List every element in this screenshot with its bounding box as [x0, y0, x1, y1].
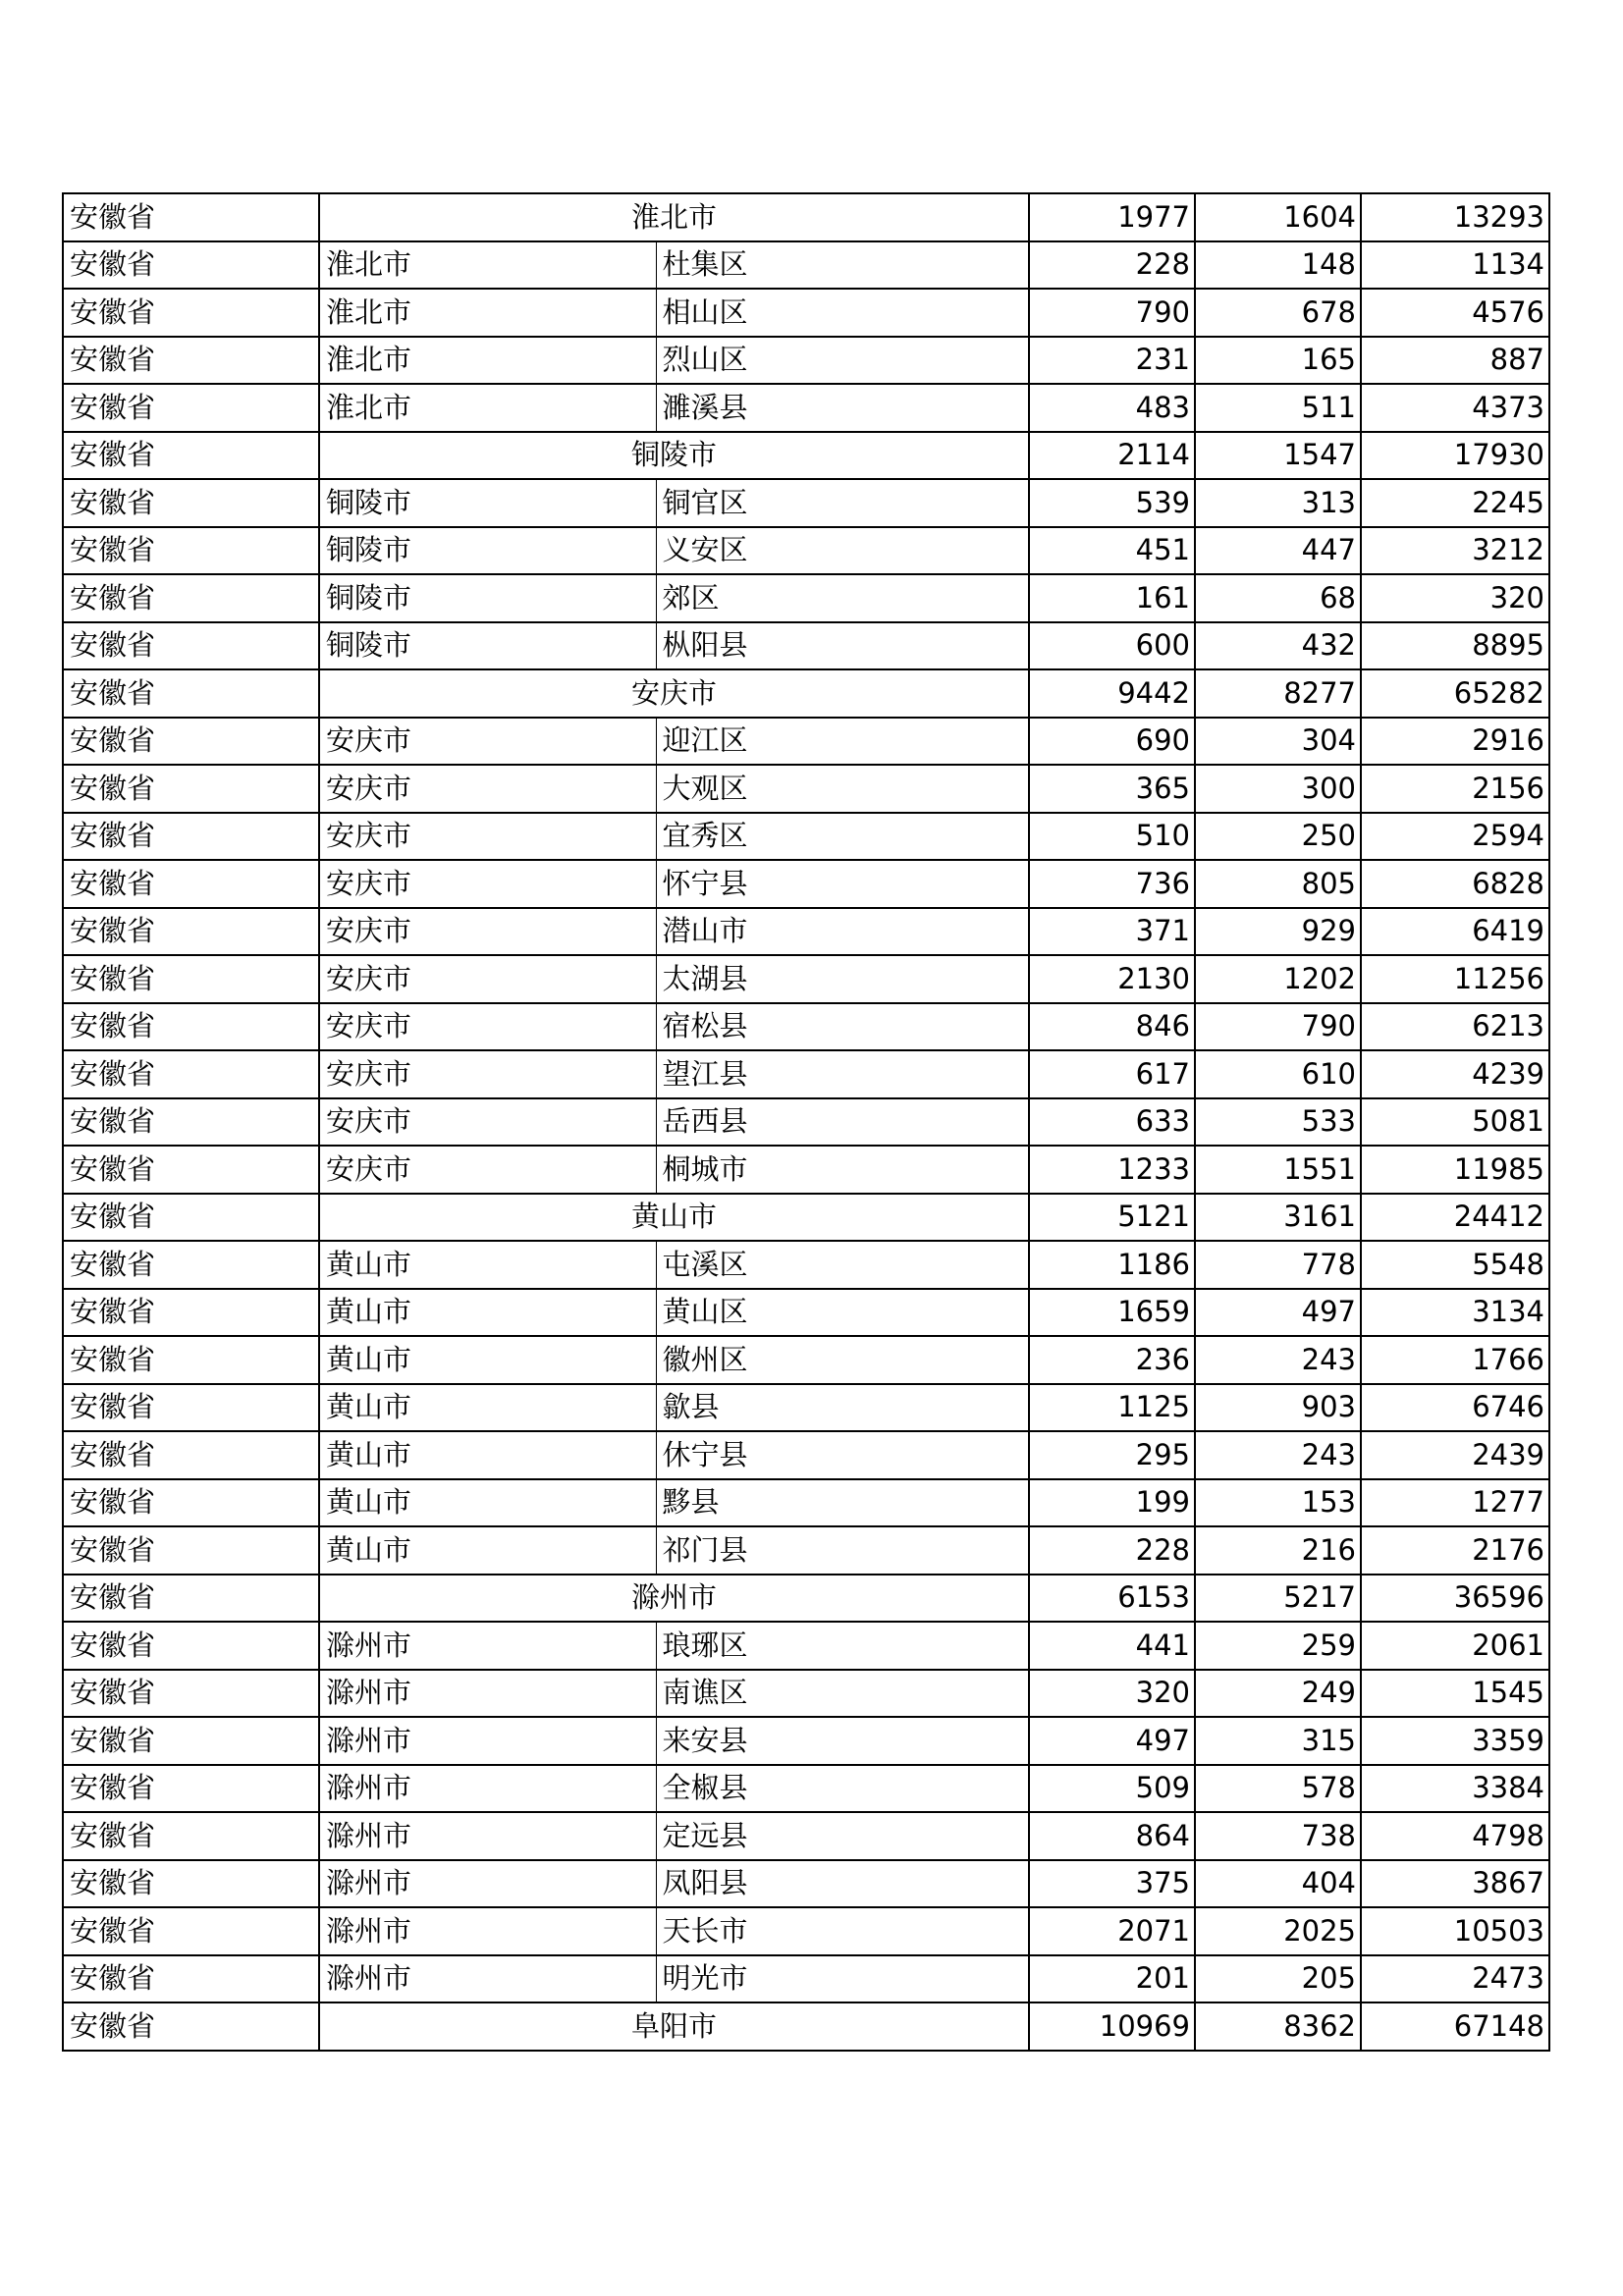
value-cell-b: 678 — [1195, 289, 1361, 337]
city-total-cell: 滁州市 — [319, 1575, 1029, 1623]
value-cell-b: 304 — [1195, 718, 1361, 766]
value-cell-c: 5081 — [1361, 1098, 1549, 1147]
value-cell-c: 1766 — [1361, 1336, 1549, 1384]
county-cell: 全椒县 — [656, 1765, 1029, 1813]
value-cell-a: 483 — [1029, 384, 1195, 432]
value-cell-c: 3212 — [1361, 527, 1549, 575]
province-cell: 安徽省 — [63, 669, 319, 718]
table-row — [63, 1050, 1549, 1098]
value-cell-a: 201 — [1029, 1955, 1195, 2003]
value-cell-a: 375 — [1029, 1860, 1195, 1908]
city-cell: 黄山市 — [319, 1241, 656, 1289]
value-cell-c: 2439 — [1361, 1431, 1549, 1479]
province-cell: 安徽省 — [63, 955, 319, 1003]
value-cell-b: 533 — [1195, 1098, 1361, 1147]
county-cell: 岳西县 — [656, 1098, 1029, 1147]
province-cell: 安徽省 — [63, 765, 319, 813]
value-cell-b: 1604 — [1195, 193, 1361, 241]
city-cell: 滁州市 — [319, 1717, 656, 1765]
value-cell-b: 250 — [1195, 813, 1361, 861]
value-cell-c: 1134 — [1361, 241, 1549, 290]
value-cell-b: 903 — [1195, 1384, 1361, 1432]
value-cell-a: 371 — [1029, 908, 1195, 956]
value-cell-c: 2594 — [1361, 813, 1549, 861]
province-cell: 安徽省 — [63, 574, 319, 622]
province-cell: 安徽省 — [63, 384, 319, 432]
value-cell-a: 600 — [1029, 622, 1195, 670]
table-row-city-total — [63, 193, 1549, 241]
value-cell-b: 165 — [1195, 337, 1361, 385]
value-cell-a: 864 — [1029, 1812, 1195, 1860]
value-cell-a: 2130 — [1029, 955, 1195, 1003]
county-cell: 定远县 — [656, 1812, 1029, 1860]
county-cell: 太湖县 — [656, 955, 1029, 1003]
value-cell-a: 2114 — [1029, 432, 1195, 480]
table-row — [63, 1431, 1549, 1479]
value-cell-a: 365 — [1029, 765, 1195, 813]
province-cell: 安徽省 — [63, 1194, 319, 1242]
value-cell-c: 3867 — [1361, 1860, 1549, 1908]
data-table — [62, 192, 1550, 2052]
province-cell: 安徽省 — [63, 337, 319, 385]
value-cell-b: 5217 — [1195, 1575, 1361, 1623]
city-cell: 滁州市 — [319, 1907, 656, 1955]
province-cell: 安徽省 — [63, 1860, 319, 1908]
table-row — [63, 1765, 1549, 1813]
value-cell-c: 65282 — [1361, 669, 1549, 718]
city-cell: 滁州市 — [319, 1765, 656, 1813]
city-total-cell: 阜阳市 — [319, 2002, 1029, 2051]
value-cell-a: 1186 — [1029, 1241, 1195, 1289]
value-cell-a: 539 — [1029, 479, 1195, 527]
county-cell: 宜秀区 — [656, 813, 1029, 861]
value-cell-b: 2025 — [1195, 1907, 1361, 1955]
value-cell-a: 161 — [1029, 574, 1195, 622]
value-cell-b: 8277 — [1195, 669, 1361, 718]
value-cell-c: 6419 — [1361, 908, 1549, 956]
value-cell-c: 1545 — [1361, 1670, 1549, 1718]
table-row — [63, 1812, 1549, 1860]
county-cell: 琅琊区 — [656, 1622, 1029, 1670]
city-cell: 安庆市 — [319, 1050, 656, 1098]
value-cell-c: 6828 — [1361, 860, 1549, 908]
table-row — [63, 241, 1549, 290]
table-row — [63, 908, 1549, 956]
city-cell: 滁州市 — [319, 1860, 656, 1908]
city-cell: 淮北市 — [319, 289, 656, 337]
city-total-cell: 黄山市 — [319, 1194, 1029, 1242]
value-cell-a: 617 — [1029, 1050, 1195, 1098]
city-cell: 黄山市 — [319, 1431, 656, 1479]
table-row — [63, 1003, 1549, 1051]
value-cell-a: 5121 — [1029, 1194, 1195, 1242]
value-cell-a: 2071 — [1029, 1907, 1195, 1955]
value-cell-c: 11256 — [1361, 955, 1549, 1003]
value-cell-b: 497 — [1195, 1289, 1361, 1337]
value-cell-a: 441 — [1029, 1622, 1195, 1670]
value-cell-c: 10503 — [1361, 1907, 1549, 1955]
table-row-city-total — [63, 2002, 1549, 2051]
province-cell: 安徽省 — [63, 1765, 319, 1813]
table-row — [63, 337, 1549, 385]
city-cell: 安庆市 — [319, 718, 656, 766]
county-cell: 烈山区 — [656, 337, 1029, 385]
county-cell: 宿松县 — [656, 1003, 1029, 1051]
county-cell: 义安区 — [656, 527, 1029, 575]
table-row-city-total — [63, 1194, 1549, 1242]
value-cell-b: 243 — [1195, 1431, 1361, 1479]
city-cell: 黄山市 — [319, 1526, 656, 1575]
value-cell-b: 8362 — [1195, 2002, 1361, 2051]
county-cell: 黄山区 — [656, 1289, 1029, 1337]
city-cell: 淮北市 — [319, 337, 656, 385]
value-cell-a: 295 — [1029, 1431, 1195, 1479]
value-cell-a: 790 — [1029, 289, 1195, 337]
value-cell-c: 2245 — [1361, 479, 1549, 527]
table-row — [63, 1622, 1549, 1670]
county-cell: 祁门县 — [656, 1526, 1029, 1575]
city-cell: 黄山市 — [319, 1336, 656, 1384]
table-row — [63, 1098, 1549, 1147]
value-cell-a: 633 — [1029, 1098, 1195, 1147]
table-row-city-total — [63, 432, 1549, 480]
value-cell-a: 846 — [1029, 1003, 1195, 1051]
table-row — [63, 1289, 1549, 1337]
value-cell-c: 36596 — [1361, 1575, 1549, 1623]
value-cell-b: 315 — [1195, 1717, 1361, 1765]
value-cell-c: 24412 — [1361, 1194, 1549, 1242]
city-cell: 安庆市 — [319, 860, 656, 908]
value-cell-b: 404 — [1195, 1860, 1361, 1908]
city-cell: 安庆市 — [319, 813, 656, 861]
city-cell: 黄山市 — [319, 1479, 656, 1527]
county-cell: 相山区 — [656, 289, 1029, 337]
city-total-cell: 淮北市 — [319, 193, 1029, 241]
value-cell-b: 578 — [1195, 1765, 1361, 1813]
province-cell: 安徽省 — [63, 860, 319, 908]
value-cell-c: 4373 — [1361, 384, 1549, 432]
value-cell-b: 153 — [1195, 1479, 1361, 1527]
value-cell-c: 17930 — [1361, 432, 1549, 480]
province-cell: 安徽省 — [63, 289, 319, 337]
county-cell: 铜官区 — [656, 479, 1029, 527]
value-cell-c: 3359 — [1361, 1717, 1549, 1765]
table-row — [63, 1526, 1549, 1575]
value-cell-c: 3134 — [1361, 1289, 1549, 1337]
county-cell: 来安县 — [656, 1717, 1029, 1765]
value-cell-b: 929 — [1195, 908, 1361, 956]
province-cell: 安徽省 — [63, 1907, 319, 1955]
table-body — [63, 193, 1549, 2051]
table-row — [63, 765, 1549, 813]
county-cell: 望江县 — [656, 1050, 1029, 1098]
value-cell-b: 511 — [1195, 384, 1361, 432]
value-cell-a: 236 — [1029, 1336, 1195, 1384]
value-cell-a: 1659 — [1029, 1289, 1195, 1337]
value-cell-c: 5548 — [1361, 1241, 1549, 1289]
province-cell: 安徽省 — [63, 1431, 319, 1479]
value-cell-b: 778 — [1195, 1241, 1361, 1289]
table-row — [63, 718, 1549, 766]
province-cell: 安徽省 — [63, 1050, 319, 1098]
province-cell: 安徽省 — [63, 1717, 319, 1765]
value-cell-a: 509 — [1029, 1765, 1195, 1813]
value-cell-c: 4239 — [1361, 1050, 1549, 1098]
table-row — [63, 527, 1549, 575]
value-cell-c: 6213 — [1361, 1003, 1549, 1051]
table-row — [63, 1907, 1549, 1955]
province-cell: 安徽省 — [63, 1336, 319, 1384]
table-row — [63, 1146, 1549, 1194]
table-row — [63, 479, 1549, 527]
table-row — [63, 1860, 1549, 1908]
value-cell-b: 1202 — [1195, 955, 1361, 1003]
table-row — [63, 813, 1549, 861]
county-cell: 屯溪区 — [656, 1241, 1029, 1289]
value-cell-a: 199 — [1029, 1479, 1195, 1527]
county-cell: 迎江区 — [656, 718, 1029, 766]
province-cell: 安徽省 — [63, 1098, 319, 1147]
city-cell: 安庆市 — [319, 1098, 656, 1147]
value-cell-c: 4798 — [1361, 1812, 1549, 1860]
table-row — [63, 955, 1549, 1003]
county-cell: 濉溪县 — [656, 384, 1029, 432]
value-cell-a: 228 — [1029, 1526, 1195, 1575]
county-cell: 潜山市 — [656, 908, 1029, 956]
value-cell-c: 320 — [1361, 574, 1549, 622]
value-cell-c: 1277 — [1361, 1479, 1549, 1527]
value-cell-a: 1233 — [1029, 1146, 1195, 1194]
county-cell: 徽州区 — [656, 1336, 1029, 1384]
province-cell: 安徽省 — [63, 241, 319, 290]
province-cell: 安徽省 — [63, 1812, 319, 1860]
city-cell: 黄山市 — [319, 1289, 656, 1337]
value-cell-c: 2061 — [1361, 1622, 1549, 1670]
county-cell: 怀宁县 — [656, 860, 1029, 908]
table-row — [63, 1384, 1549, 1432]
value-cell-a: 10969 — [1029, 2002, 1195, 2051]
table-row-city-total — [63, 1575, 1549, 1623]
value-cell-b: 432 — [1195, 622, 1361, 670]
county-cell: 枞阳县 — [656, 622, 1029, 670]
value-cell-a: 690 — [1029, 718, 1195, 766]
value-cell-a: 1977 — [1029, 193, 1195, 241]
province-cell: 安徽省 — [63, 527, 319, 575]
city-cell: 安庆市 — [319, 765, 656, 813]
county-cell: 歙县 — [656, 1384, 1029, 1432]
value-cell-a: 228 — [1029, 241, 1195, 290]
table-row — [63, 860, 1549, 908]
value-cell-b: 243 — [1195, 1336, 1361, 1384]
county-cell: 大观区 — [656, 765, 1029, 813]
city-cell: 安庆市 — [319, 955, 656, 1003]
province-cell: 安徽省 — [63, 1384, 319, 1432]
city-cell: 滁州市 — [319, 1812, 656, 1860]
county-cell: 天长市 — [656, 1907, 1029, 1955]
table-row-city-total — [63, 669, 1549, 718]
value-cell-b: 205 — [1195, 1955, 1361, 2003]
value-cell-c: 6746 — [1361, 1384, 1549, 1432]
value-cell-c: 8895 — [1361, 622, 1549, 670]
province-cell: 安徽省 — [63, 1575, 319, 1623]
value-cell-b: 1547 — [1195, 432, 1361, 480]
province-cell: 安徽省 — [63, 1526, 319, 1575]
value-cell-b: 216 — [1195, 1526, 1361, 1575]
value-cell-c: 11985 — [1361, 1146, 1549, 1194]
county-cell: 桐城市 — [656, 1146, 1029, 1194]
table-row — [63, 1717, 1549, 1765]
county-cell: 休宁县 — [656, 1431, 1029, 1479]
city-cell: 黄山市 — [319, 1384, 656, 1432]
value-cell-b: 148 — [1195, 241, 1361, 290]
value-cell-c: 2916 — [1361, 718, 1549, 766]
city-cell: 滁州市 — [319, 1670, 656, 1718]
value-cell-b: 610 — [1195, 1050, 1361, 1098]
value-cell-a: 320 — [1029, 1670, 1195, 1718]
city-cell: 滁州市 — [319, 1622, 656, 1670]
table-row — [63, 384, 1549, 432]
city-cell: 淮北市 — [319, 384, 656, 432]
city-cell: 安庆市 — [319, 908, 656, 956]
value-cell-b: 738 — [1195, 1812, 1361, 1860]
table-row — [63, 574, 1549, 622]
province-cell: 安徽省 — [63, 718, 319, 766]
value-cell-a: 451 — [1029, 527, 1195, 575]
value-cell-b: 300 — [1195, 765, 1361, 813]
province-cell: 安徽省 — [63, 1622, 319, 1670]
value-cell-b: 790 — [1195, 1003, 1361, 1051]
value-cell-a: 736 — [1029, 860, 1195, 908]
city-total-cell: 安庆市 — [319, 669, 1029, 718]
province-cell: 安徽省 — [63, 1003, 319, 1051]
city-cell: 铜陵市 — [319, 479, 656, 527]
table-row — [63, 1955, 1549, 2003]
value-cell-a: 497 — [1029, 1717, 1195, 1765]
province-cell: 安徽省 — [63, 1670, 319, 1718]
city-cell: 铜陵市 — [319, 527, 656, 575]
province-cell: 安徽省 — [63, 1146, 319, 1194]
province-cell: 安徽省 — [63, 908, 319, 956]
county-cell: 黟县 — [656, 1479, 1029, 1527]
county-cell: 杜集区 — [656, 241, 1029, 290]
county-cell: 南谯区 — [656, 1670, 1029, 1718]
table-row — [63, 1241, 1549, 1289]
city-cell: 铜陵市 — [319, 622, 656, 670]
province-cell: 安徽省 — [63, 622, 319, 670]
value-cell-c: 2156 — [1361, 765, 1549, 813]
city-cell: 安庆市 — [319, 1146, 656, 1194]
county-cell: 郊区 — [656, 574, 1029, 622]
province-cell: 安徽省 — [63, 1955, 319, 2003]
value-cell-b: 1551 — [1195, 1146, 1361, 1194]
value-cell-b: 68 — [1195, 574, 1361, 622]
value-cell-c: 2473 — [1361, 1955, 1549, 2003]
province-cell: 安徽省 — [63, 1241, 319, 1289]
value-cell-b: 259 — [1195, 1622, 1361, 1670]
table-row — [63, 622, 1549, 670]
province-cell: 安徽省 — [63, 1479, 319, 1527]
county-cell: 明光市 — [656, 1955, 1029, 2003]
value-cell-b: 313 — [1195, 479, 1361, 527]
value-cell-a: 231 — [1029, 337, 1195, 385]
value-cell-c: 4576 — [1361, 289, 1549, 337]
province-cell: 安徽省 — [63, 479, 319, 527]
value-cell-b: 3161 — [1195, 1194, 1361, 1242]
table-row — [63, 1479, 1549, 1527]
table-row — [63, 1670, 1549, 1718]
province-cell: 安徽省 — [63, 193, 319, 241]
province-cell: 安徽省 — [63, 2002, 319, 2051]
table-row — [63, 1336, 1549, 1384]
value-cell-b: 805 — [1195, 860, 1361, 908]
county-cell: 凤阳县 — [656, 1860, 1029, 1908]
city-cell: 滁州市 — [319, 1955, 656, 2003]
value-cell-a: 1125 — [1029, 1384, 1195, 1432]
city-cell: 铜陵市 — [319, 574, 656, 622]
province-cell: 安徽省 — [63, 813, 319, 861]
value-cell-a: 9442 — [1029, 669, 1195, 718]
province-cell: 安徽省 — [63, 1289, 319, 1337]
province-cell: 安徽省 — [63, 432, 319, 480]
table-row — [63, 289, 1549, 337]
value-cell-b: 447 — [1195, 527, 1361, 575]
value-cell-c: 67148 — [1361, 2002, 1549, 2051]
city-total-cell: 铜陵市 — [319, 432, 1029, 480]
value-cell-c: 887 — [1361, 337, 1549, 385]
city-cell: 淮北市 — [319, 241, 656, 290]
value-cell-c: 2176 — [1361, 1526, 1549, 1575]
value-cell-a: 510 — [1029, 813, 1195, 861]
value-cell-a: 6153 — [1029, 1575, 1195, 1623]
value-cell-c: 13293 — [1361, 193, 1549, 241]
value-cell-c: 3384 — [1361, 1765, 1549, 1813]
city-cell: 安庆市 — [319, 1003, 656, 1051]
value-cell-b: 249 — [1195, 1670, 1361, 1718]
